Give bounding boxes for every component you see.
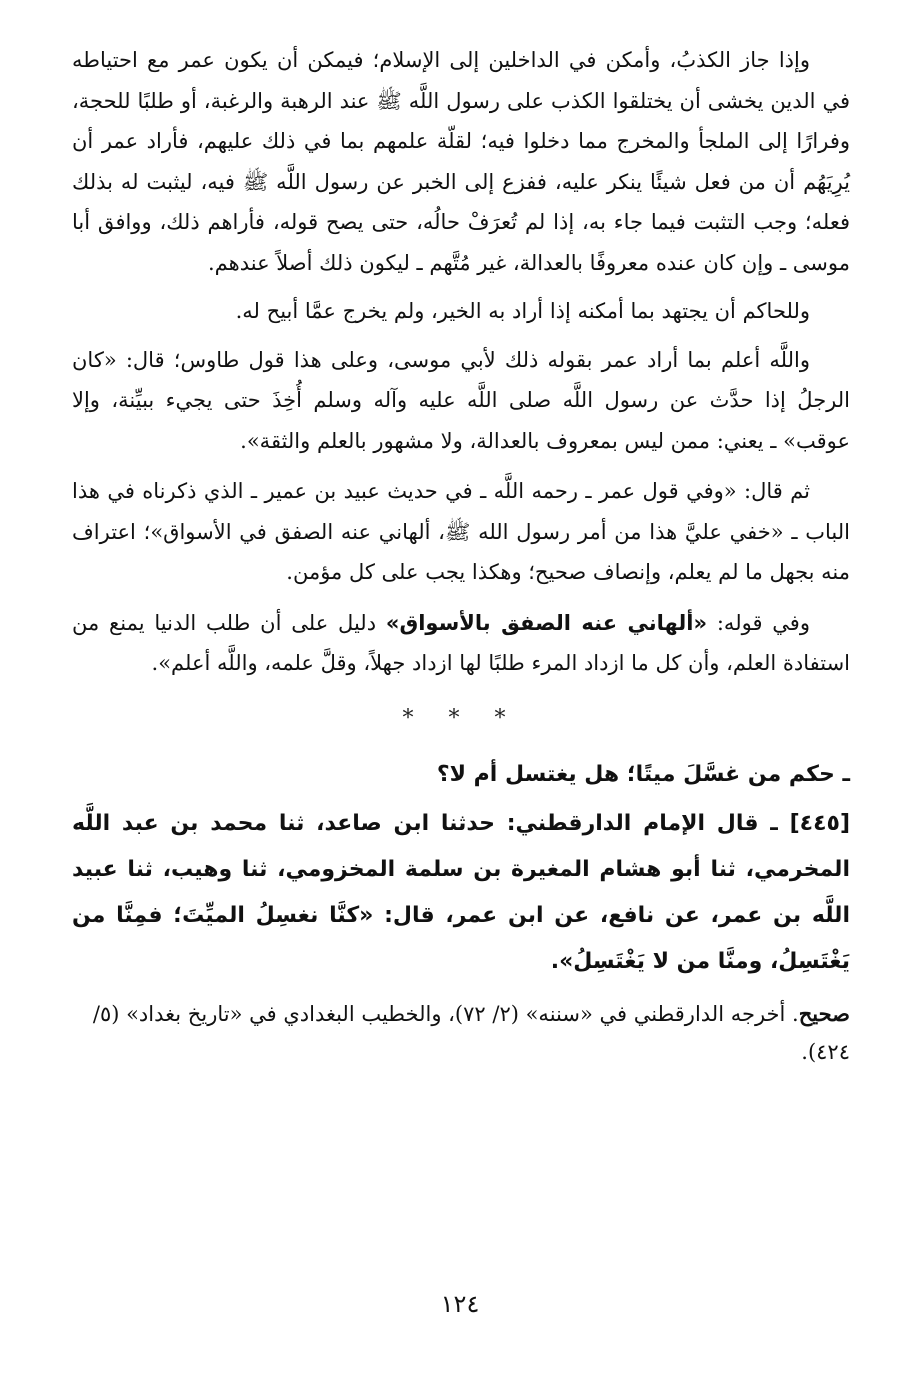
page-body bbox=[72, 40, 850, 1071]
page-number: ١٢٤ bbox=[440, 1290, 480, 1318]
hadith-grade: صحيح bbox=[798, 1000, 850, 1026]
takhrij-note bbox=[72, 995, 850, 1071]
paragraph-5-intro: وفي قوله: bbox=[707, 610, 810, 635]
section-heading: ـ حكم من غسَّلَ ميتًا؛ هل يغتسل أم لا؟ bbox=[436, 761, 850, 787]
section-divider: * * * bbox=[402, 705, 520, 731]
hadith-body: ـ قال الإمام الدارقطني: حدثنا ابن صاعد، ثنا محمد بن عبد اللَّه المخرمي، ثنا أبو هشام المغيرة بن سلمة المخزومي، ثنا وهيب، ثنا عبيد اللَّه بن عمر، عن نافع، عن ابن عمر، قال: «كنَّا نغسِلُ الميِّتَ؛ فمِنَّا من يَغْتَسِلُ، ومنَّا من لا يَغْتَسِلُ». bbox=[72, 810, 850, 974]
paragraph-5-rest: دليل على أن طلب الدنيا يمنع من استفادة العلم، وأن كل ما ازداد المرء طلبًا لها ازداد جهلاً، وقلَّ علمه، واللَّه أعلم». bbox=[72, 610, 850, 675]
paragraph-4: ثم قال: «وفي قول عمر ـ رحمه اللَّه ـ في حديث عبيد بن عمير ـ الذي ذكرناه في هذا الباب ـ «خفي عليَّ هذا من أمر رسول الله ﷺ، ألهاني عنه الصفق في الأسواق»؛ اعتراف منه بجهل ما لم يعلم، وإنصاف صحيح؛ وهكذا يجب على كل مؤمن. bbox=[72, 479, 850, 584]
paragraph-1: وإذا جاز الكذبُ، وأمكن في الداخلين إلى الإسلام؛ فيمكن أن يكون عمر مع احتياطه في الدين يخشى أن يختلقوا الكذب على رسول اللَّه ﷺ عند الرهبة والرغبة، أو طلبًا للحجة، وفرارًا إلى الملجأ والمخرج مما دخلوا فيه؛ لقلّة علمهم بما في ذلك عليهم، فأراد عمر أن يُرِيَهُم أن من فعل شيئًا ينكر عليه، ففزع إلى الخبر عن رسول اللَّه ﷺ فيه، ليثبت له بذلك فعله؛ وجب التثبت فيما جاء به، إذا لم تُعرَفْ حالُه، حتى يصح قوله، فأراهم ذلك، ووافق أبا موسى ـ وإن كان عنده معروفًا بالعدالة، غير مُتَّهم ـ ليكون ذلك أصلاً عندهم. bbox=[72, 48, 850, 275]
hadith-text bbox=[72, 801, 850, 985]
hadith-number: [٤٤٥] bbox=[789, 810, 850, 836]
paragraph-5 bbox=[72, 603, 850, 684]
paragraph-5-quote: «ألهاني عنه الصفق بالأسواق» bbox=[385, 610, 708, 635]
paragraph-2: وللحاكم أن يجتهد بما أمكنه إذا أراد به الخير، ولم يخرج عمَّا أبيح له. bbox=[235, 299, 810, 323]
takhrij-text: . أخرجه الدارقطني في «سننه» (٢/ ٧٢)، والخطيب البغدادي في «تاريخ بغداد» (٥/ ٤٢٤). bbox=[92, 1001, 850, 1064]
paragraph-3: واللَّه أعلم بما أراد عمر بقوله ذلك لأبي موسى، وعلى هذا قول طاوس؛ قال: «كان الرجلُ إذا حدَّث عن رسول اللَّه صلى اللَّه عليه وآله وسلم أُخِذَ حتى يجيء ببيِّنة، وإلا عوقب» ـ يعني: ممن ليس بمعروف بالعدالة، ولا مشهور بالعلم والثقة». bbox=[72, 347, 850, 453]
